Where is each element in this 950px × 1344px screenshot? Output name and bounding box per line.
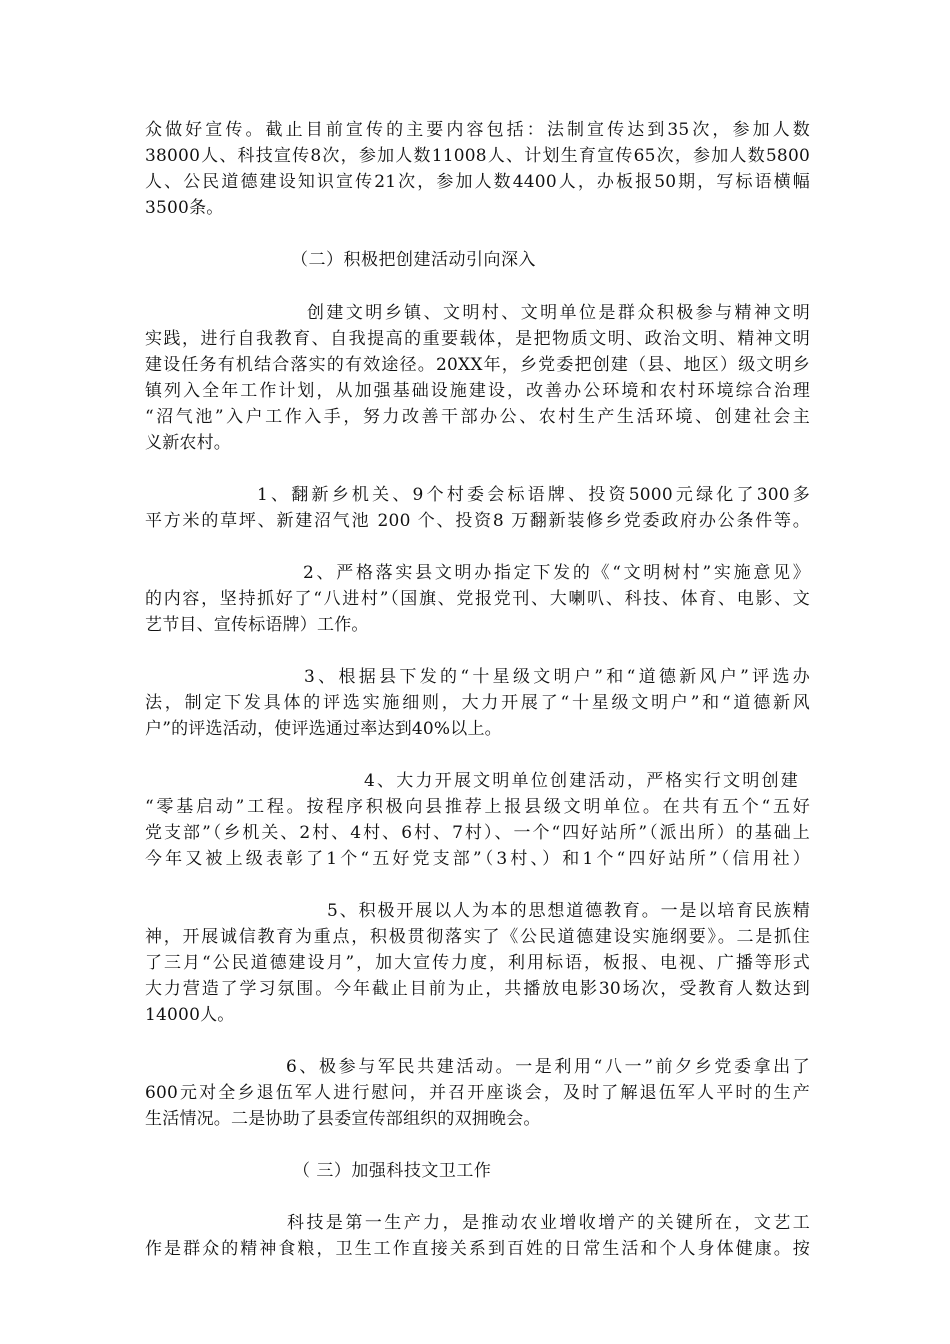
list-item-line: 生活情况。二是协助了县委宣传部组织的双拥晚会。 — [145, 1109, 541, 1129]
list-item-line: 了三月“公民道德建设月”，加大宣传力度，利用标语，板报、电视、广播等形式 — [145, 953, 810, 973]
section-heading-3: （ 三）加强科技文卫工作 — [293, 1161, 492, 1181]
paragraph-line: 科技是第一生产力，是推动农业增收增产的关键所在，文艺工 — [287, 1213, 810, 1233]
list-item-line: 6、极参与军民共建活动。一是利用“八一”前夕乡党委拿出了 — [286, 1057, 810, 1077]
paragraph-line: 众做好宣传。截止目前宣传的主要内容包括：法制宣传达到35次，参加人数 — [145, 120, 810, 140]
list-item-line: 5、积极开展以人为本的思想道德教育。一是以培育民族精 — [327, 901, 810, 921]
list-item-line: 的内容，坚持抓好了“八进村”（国旗、党报党刊、大喇叭、科技、体育、电影、文 — [145, 589, 810, 609]
list-item-line: “零基启动”工程。按程序积极向县推荐上报县级文明单位。在共有五个“五好 — [145, 797, 810, 817]
list-item-line: 14000人。 — [145, 1005, 235, 1025]
list-item-line: 2、严格落实县文明办指定下发的《“文明树村”实施意见》 — [303, 563, 810, 583]
paragraph-line: 创建文明乡镇、文明村、文明单位是群众积极参与精神文明 — [307, 303, 810, 323]
paragraph-line: 实践，进行自我教育、自我提高的重要载体，是把物质文明、政治文明、精神文明 — [145, 329, 810, 349]
paragraph-line: 3500条。 — [145, 198, 224, 218]
list-item-line: 今年又被上级表彰了1个“五好党支部”（3村、）和1个“四好站所”（信用社） — [145, 849, 810, 869]
list-item-line: 大力营造了学习氛围。今年截止目前为止，共播放电影30场次，受教育人数达到 — [145, 979, 810, 999]
paragraph-line: 义新农村。 — [145, 433, 231, 453]
list-item-line: 法，制定下发具体的评选实施细则，大力开展了“十星级文明户”和“道德新风 — [145, 693, 810, 713]
list-item-line: 平方米的草坪、新建沼气池 200 个、投资8 万翻新装修乡党委政府办公条件等。 — [145, 511, 810, 531]
paragraph-line: 人、公民道德建设知识宣传21次，参加人数4400人，办板报50期，写标语横幅 — [145, 172, 810, 192]
list-item-line: 艺节目、宣传标语牌）工作。 — [145, 615, 369, 635]
paragraph-line: 38000人、科技宣传8次，参加人数11008人、计划生育宣传65次，参加人数5800 — [145, 146, 810, 166]
paragraph-line: “沼气池”入户工作入手，努力改善干部办公、农村生产生活环境、创建社会主 — [145, 407, 810, 427]
list-item-line: 3、根据县下发的“十星级文明户”和“道德新风户”评选办 — [304, 667, 810, 687]
list-item-line: 神，开展诚信教育为重点，积极贯彻落实了《公民道德建设实施纲要》。二是抓住 — [145, 927, 810, 947]
list-item-line: 4、大力开展文明单位创建活动，严格实行文明创建 — [364, 771, 798, 791]
paragraph-line: 建设任务有机结合落实的有效途径。20XX年，乡党委把创建（县、地区）级文明乡 — [145, 355, 810, 375]
paragraph-line: 镇列入全年工作计划，从加强基础设施建设，改善办公环境和农村环境综合治理 — [145, 381, 810, 401]
list-item-line: 党支部”（乡机关、2村、4村、6村、7村）、一个“四好站所”（派出所）的基础上 — [145, 823, 810, 843]
list-item-line: 户”的评选活动，使评选通过率达到40%以上。 — [145, 719, 502, 739]
paragraph-line: 作是群众的精神食粮，卫生工作直接关系到百姓的日常生活和个人身体健康。按 — [145, 1239, 810, 1259]
section-heading-2: （二）积极把创建活动引向深入 — [291, 250, 536, 270]
list-item-line: 1、翻新乡机关、9个村委会标语牌、投资5000元绿化了300多 — [257, 485, 810, 505]
list-item-line: 600元对全乡退伍军人进行慰问，并召开座谈会，及时了解退伍军人平时的生产 — [145, 1083, 810, 1103]
